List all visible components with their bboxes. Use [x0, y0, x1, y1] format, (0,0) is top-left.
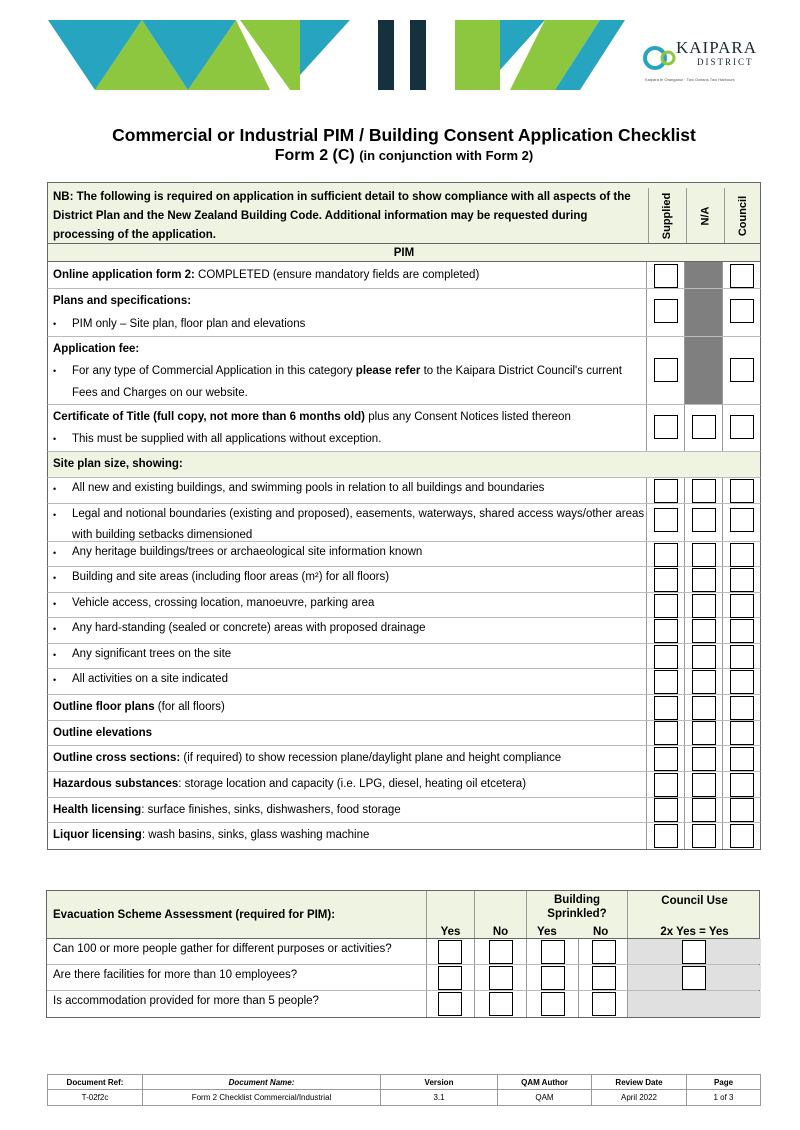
- footer-value: T-02f2c: [48, 1090, 143, 1105]
- checklist-row: Health licensing: surface finishes, sinks, dishwashers, food storage: [47, 798, 761, 823]
- checkbox-supplied[interactable]: [654, 798, 678, 822]
- intro-note: NB: The following is required on application in sufficient detail to show compliance with all aspects of the District Plan and the New Zealand Building Code. Additional information may be requested during processing of the application.: [53, 191, 631, 241]
- checkbox-sprinkled-yes[interactable]: [541, 966, 565, 990]
- col-council: Council: [724, 188, 762, 243]
- footer-header: Document Ref:: [48, 1075, 143, 1089]
- checkbox-yes[interactable]: [438, 966, 462, 990]
- checkbox-supplied[interactable]: [654, 299, 678, 323]
- document-footer: [47, 1074, 761, 1106]
- checklist-row: Outline floor plans (for all floors): [47, 695, 761, 721]
- evacuation-question-row: Can 100 or more people gather for different purposes or activities?: [47, 939, 759, 965]
- checkbox-supplied[interactable]: [654, 568, 678, 592]
- checkbox-council[interactable]: [730, 264, 754, 288]
- logo-subtitle: DISTRICT: [697, 57, 754, 67]
- checkbox-council[interactable]: [730, 696, 754, 720]
- checkbox-na[interactable]: [692, 479, 716, 503]
- checkbox-na[interactable]: [692, 645, 716, 669]
- checkbox-council[interactable]: [730, 645, 754, 669]
- footer-header: Document Name:: [143, 1075, 381, 1089]
- footer-value: Form 2 Checklist Commercial/Industrial: [143, 1090, 381, 1105]
- evacuation-question-row: Are there facilities for more than 10 employees?: [47, 965, 759, 991]
- checkbox-council[interactable]: [730, 415, 754, 439]
- checkbox-council[interactable]: [682, 940, 706, 964]
- checkbox-supplied[interactable]: [654, 508, 678, 532]
- checkbox-na[interactable]: [692, 415, 716, 439]
- checkbox-council[interactable]: [730, 824, 754, 848]
- checkbox-sprinkled-no[interactable]: [592, 940, 616, 964]
- checklist-row: Online application form 2: COMPLETED (ensure mandatory fields are completed): [47, 262, 761, 289]
- col-na: N/A: [686, 188, 724, 243]
- footer-value: 3.1: [381, 1090, 498, 1105]
- footer-header: Review Date: [592, 1075, 687, 1089]
- checkbox-council[interactable]: [730, 594, 754, 618]
- checkbox-na[interactable]: [692, 568, 716, 592]
- checkbox-no[interactable]: [489, 992, 513, 1016]
- checklist-row: Outline elevations: [47, 721, 761, 746]
- evacuation-question-row: Is accommodation provided for more than 5 people?: [47, 991, 759, 1017]
- checkbox-na[interactable]: [692, 594, 716, 618]
- site-plan-item: • Any heritage buildings/trees or archaeological site information known: [47, 542, 761, 567]
- checkbox-council[interactable]: [682, 966, 706, 990]
- checklist-row: Plans and specifications: • PIM only – Site plan, floor plan and elevations: [47, 289, 761, 337]
- checkbox-council[interactable]: [730, 670, 754, 694]
- checkbox-na[interactable]: [692, 508, 716, 532]
- footer-value: QAM: [498, 1090, 592, 1105]
- checkbox-supplied[interactable]: [654, 670, 678, 694]
- checkbox-sprinkled-no[interactable]: [592, 992, 616, 1016]
- checkbox-yes[interactable]: [438, 992, 462, 1016]
- evacuation-table: [46, 890, 760, 1018]
- checkbox-supplied[interactable]: [654, 264, 678, 288]
- checkbox-council[interactable]: [730, 721, 754, 745]
- checkbox-na[interactable]: [692, 773, 716, 797]
- checkbox-supplied[interactable]: [654, 543, 678, 567]
- checkbox-council[interactable]: [730, 299, 754, 323]
- section-pim: PIM: [47, 244, 761, 262]
- checkbox-supplied[interactable]: [654, 747, 678, 771]
- site-plan-item: • All activities on a site indicated: [47, 669, 761, 695]
- checklist-row: Liquor licensing: wash basins, sinks, glass washing machine: [47, 823, 761, 850]
- checkbox-supplied[interactable]: [654, 358, 678, 382]
- checklist-row: Outline cross sections: (if required) to show recession plane/daylight plane and height compliance: [47, 746, 761, 772]
- col-supplied: Supplied: [648, 188, 686, 243]
- checkbox-council[interactable]: [730, 508, 754, 532]
- checkbox-supplied[interactable]: [654, 479, 678, 503]
- site-plan-item: • Any significant trees on the site: [47, 644, 761, 669]
- checkbox-supplied[interactable]: [654, 696, 678, 720]
- checkbox-na[interactable]: [692, 619, 716, 643]
- checkbox-na[interactable]: [692, 543, 716, 567]
- footer-value: 1 of 3: [713, 1093, 734, 1102]
- checkbox-council[interactable]: [730, 619, 754, 643]
- checkbox-council[interactable]: [730, 798, 754, 822]
- site-plan-item: • Any hard-standing (sealed or concrete) areas with proposed drainage: [47, 618, 761, 644]
- checkbox-supplied[interactable]: [654, 415, 678, 439]
- site-plan-item: • Vehicle access, crossing location, manoeuvre, parking area: [47, 593, 761, 618]
- checkbox-council[interactable]: [730, 543, 754, 567]
- checkbox-no[interactable]: [489, 966, 513, 990]
- checkbox-supplied[interactable]: [654, 773, 678, 797]
- evacuation-header: Evacuation Scheme Assessment (required for PIM): Yes No Building Sprinkled? Yes No Council Use 2x Yes = Yes: [47, 891, 759, 939]
- checklist-header: [47, 182, 761, 244]
- checkbox-council[interactable]: [730, 479, 754, 503]
- checkbox-supplied[interactable]: [654, 619, 678, 643]
- checkbox-supplied[interactable]: [654, 594, 678, 618]
- site-plan-item: • Building and site areas (including floor areas (m²) for all floors): [47, 567, 761, 593]
- site-plan-heading-row: Site plan size, showing:: [47, 452, 761, 478]
- checkbox-na[interactable]: [692, 798, 716, 822]
- footer-header: Version: [381, 1075, 498, 1089]
- page-subtitle: Form 2 (C) (in conjunction with Form 2): [274, 147, 534, 164]
- checkbox-no[interactable]: [489, 940, 513, 964]
- logo-tagline: Kaipara te Oranganui · Two Oceans Two Harbours: [645, 77, 735, 82]
- page-title: Commercial or Industrial PIM / Building Consent Application Checklist: [112, 125, 696, 145]
- checkbox-sprinkled-no[interactable]: [592, 966, 616, 990]
- checkbox-sprinkled-yes[interactable]: [541, 940, 565, 964]
- checklist-row: Certificate of Title (full copy, not more than 6 months old) plus any Consent Notices listed thereon • This must be supplied with all applications without exception.: [47, 405, 761, 452]
- footer-header: QAM Author: [498, 1075, 592, 1089]
- logo-name: KAIPARA: [676, 38, 758, 57]
- checkbox-yes[interactable]: [438, 940, 462, 964]
- checkbox-council[interactable]: [730, 568, 754, 592]
- checklist-row: Hazardous substances: storage location and capacity (i.e. LPG, diesel, heating oil etcetera): [47, 772, 761, 798]
- checkbox-na[interactable]: [692, 721, 716, 745]
- checkbox-supplied[interactable]: [654, 824, 678, 848]
- checklist-table: [47, 182, 761, 850]
- site-plan-item: • Legal and notional boundaries (existing and proposed), easements, waterways, shared access ways/other areas with building setbacks dimensioned: [47, 504, 761, 542]
- footer-value: April 2022: [592, 1090, 687, 1105]
- footer-header: Page: [713, 1078, 734, 1087]
- checkbox-na[interactable]: [692, 696, 716, 720]
- checkbox-council[interactable]: [730, 747, 754, 771]
- checkbox-na[interactable]: [692, 747, 716, 771]
- checkbox-sprinkled-yes[interactable]: [541, 992, 565, 1016]
- checkbox-supplied[interactable]: [654, 645, 678, 669]
- checkbox-council[interactable]: [730, 773, 754, 797]
- checkbox-supplied[interactable]: [654, 721, 678, 745]
- checkbox-council[interactable]: [730, 358, 754, 382]
- checkbox-na[interactable]: [692, 824, 716, 848]
- checklist-row: Application fee: • For any type of Commercial Application in this category please refer to the Kaipara District Council's current Fees and Charges on our website.: [47, 337, 761, 405]
- site-plan-item: • All new and existing buildings, and swimming pools in relation to all buildings and boundaries: [47, 478, 761, 504]
- checkbox-na[interactable]: [692, 670, 716, 694]
